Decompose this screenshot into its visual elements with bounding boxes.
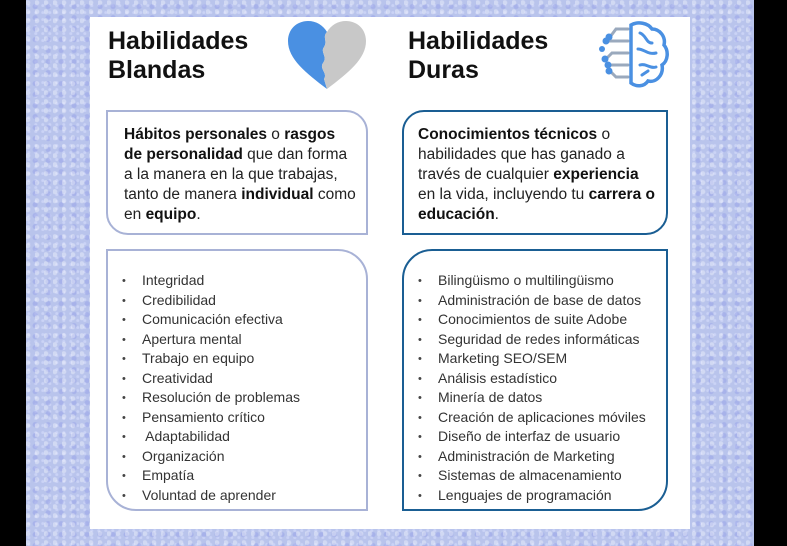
- list-item-label: Marketing SEO/SEM: [438, 350, 568, 366]
- soft-description-run: como en: [124, 186, 356, 223]
- heart-puzzle-icon: [286, 19, 368, 91]
- list-item: [418, 427, 646, 447]
- bullet-icon: •: [122, 314, 126, 326]
- list-item-label: Sistemas de almacenamiento: [438, 467, 622, 483]
- bullet-icon: •: [122, 411, 126, 424]
- heart-left-half: [288, 21, 327, 89]
- hard-skills-list-box: [402, 249, 668, 511]
- list-item-label: Minería de datos: [438, 389, 543, 405]
- list-item: [122, 369, 300, 389]
- bullet-icon: •: [418, 450, 422, 463]
- list-item: [122, 271, 300, 291]
- list-item: [418, 369, 646, 389]
- list-item: [122, 388, 300, 408]
- bullet-icon: •: [122, 333, 126, 346]
- list-item: [122, 447, 300, 467]
- bullet-icon: •: [122, 275, 126, 287]
- list-item: [418, 466, 646, 486]
- soft-skills-list: [122, 271, 300, 505]
- hard-skills-description: [418, 125, 656, 225]
- list-item-label: Organización: [142, 447, 225, 464]
- bullet-icon: •: [122, 470, 126, 482]
- list-item-label: Voluntad de aprender: [142, 486, 276, 503]
- bullet-icon: •: [418, 353, 422, 365]
- list-item: [122, 466, 300, 486]
- list-item: [418, 447, 646, 467]
- heart-right-half: [322, 21, 366, 89]
- list-item-label: Administración de base de datos: [438, 291, 642, 308]
- hard-description-run: carrera o educación: [418, 186, 655, 223]
- list-item: [122, 330, 300, 350]
- soft-description-run: o: [267, 126, 285, 143]
- hard-description-run: en la vida, incluyendo tu: [418, 186, 589, 203]
- bullet-icon: •: [418, 470, 422, 482]
- list-item: [418, 330, 646, 350]
- list-item-label: Pensamiento crítico: [142, 408, 265, 425]
- soft-skills-description: [124, 125, 356, 225]
- bullet-icon: •: [418, 392, 422, 404]
- list-item-label: Administración de Marketing: [438, 447, 615, 464]
- bullet-icon: •: [122, 431, 126, 443]
- hard-skills-description-box: [402, 110, 668, 235]
- soft-skills-title: Habilidades Blandas: [108, 27, 249, 84]
- list-item: [418, 486, 646, 506]
- bullet-icon: •: [122, 392, 126, 404]
- list-item-label: Creatividad: [142, 369, 213, 386]
- list-item-label: Diseño de interfaz de usuario: [438, 428, 621, 444]
- list-item-label: Apertura mental: [142, 330, 242, 347]
- list-item-label: Trabajo en equipo: [142, 350, 255, 366]
- hard-skills-title: Habilidades Duras: [408, 27, 549, 84]
- bullet-icon: •: [418, 489, 422, 502]
- bullet-icon: •: [418, 372, 422, 385]
- list-item: [418, 271, 646, 291]
- bullet-icon: •: [418, 275, 422, 287]
- list-item-label: Adaptabilidad: [142, 428, 230, 444]
- list-item-label: Integridad: [142, 272, 205, 288]
- bullet-icon: •: [122, 353, 126, 365]
- soft-description-run: equipo: [145, 206, 197, 223]
- soft-description-run: .: [196, 206, 201, 223]
- hard-description-run: .: [494, 206, 499, 223]
- list-item-label: Análisis estadístico: [438, 369, 558, 386]
- list-item-label: Conocimientos de suite Adobe: [438, 311, 628, 327]
- list-item-label: Comunicación efectiva: [142, 311, 283, 327]
- brain-right-half: [631, 23, 667, 86]
- soft-skills-list-box: [106, 249, 368, 511]
- list-item-label: Lenguajes de programación: [438, 486, 612, 503]
- bullet-icon: •: [122, 294, 126, 307]
- hard-description-run: o habilidades que has ganado a través de cualquier: [418, 126, 625, 183]
- list-item: [122, 427, 300, 447]
- list-item: [418, 388, 646, 408]
- bullet-icon: •: [418, 314, 422, 326]
- list-item-label: Bilingüismo o multilingüismo: [438, 272, 614, 288]
- bullet-icon: •: [418, 333, 422, 346]
- list-item: [418, 408, 646, 428]
- list-item-label: Credibilidad: [142, 291, 216, 308]
- list-item: [122, 408, 300, 428]
- list-item: [122, 310, 300, 330]
- bullet-icon: •: [122, 489, 126, 502]
- list-item: [122, 349, 300, 369]
- bullet-icon: •: [122, 372, 126, 385]
- brain-circuit-icon: [590, 19, 670, 91]
- hard-description-run: experiencia: [553, 166, 639, 183]
- list-item: [418, 349, 646, 369]
- list-item: [418, 291, 646, 311]
- list-item-label: Resolución de problemas: [142, 389, 300, 405]
- list-item-label: Empatía: [142, 467, 195, 483]
- list-item: [418, 310, 646, 330]
- bullet-icon: •: [418, 411, 422, 424]
- soft-description-run: individual: [241, 186, 314, 203]
- bullet-icon: •: [418, 431, 422, 443]
- list-item-label: Seguridad de redes informáticas: [438, 330, 640, 347]
- bullet-icon: •: [122, 450, 126, 463]
- list-item-label: Creación de aplicaciones móviles: [438, 408, 646, 425]
- soft-description-run: rasgos de personalidad: [124, 126, 336, 163]
- hard-skills-list: [418, 271, 646, 505]
- list-item: [122, 486, 300, 506]
- list-item: [122, 291, 300, 311]
- bullet-icon: •: [418, 294, 422, 307]
- soft-description-run: Hábitos personales: [124, 126, 267, 143]
- soft-skills-description-box: [106, 110, 368, 235]
- infographic-card: [90, 17, 690, 529]
- soft-description-run: que dan forma a la manera en la que trabajas, tanto de manera: [124, 146, 348, 203]
- hard-description-run: Conocimientos técnicos: [418, 126, 598, 143]
